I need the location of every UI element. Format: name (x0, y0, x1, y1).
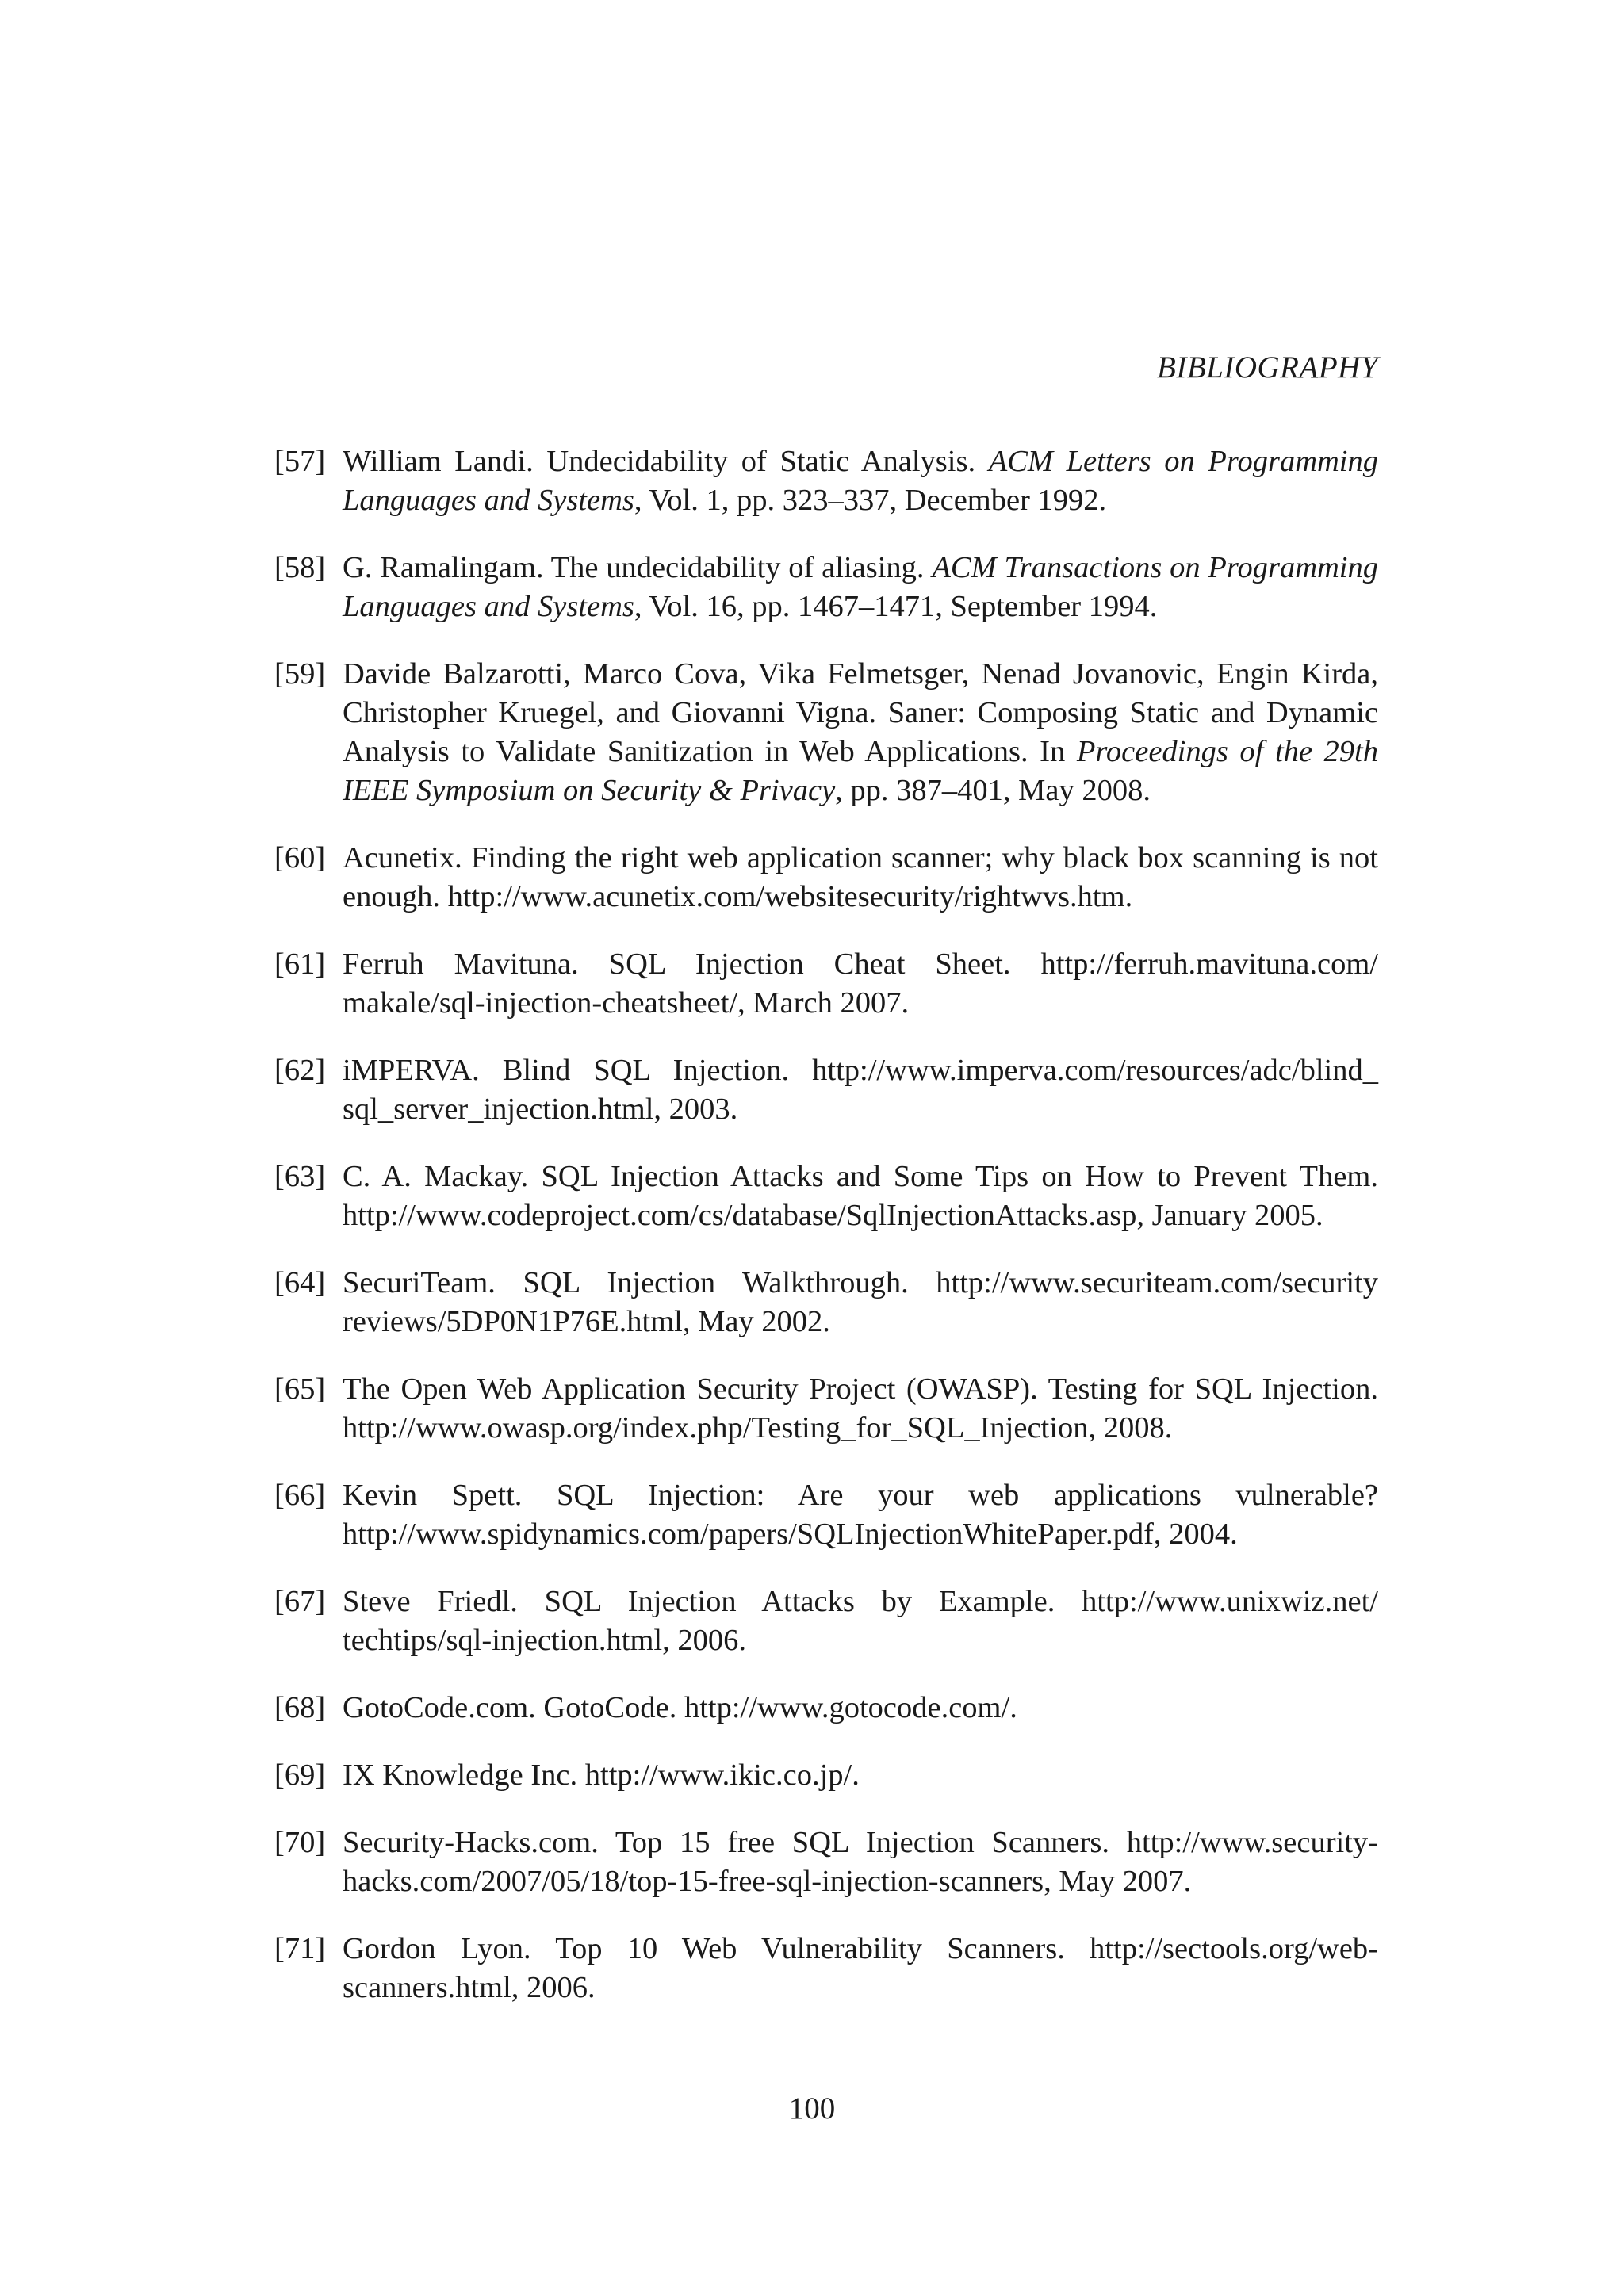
reference-label: [71] (274, 1932, 326, 1965)
reference-text: Gordon Lyon. Top 10 Web Vulnerability Scanners. http://sectools.org/web-scanners.html, 2006. (343, 1932, 1378, 2004)
reference-authors-title: Davide Balzarotti, Marco Cova, Vika Felmetsger, Nenad Jovanovic, Engin Kirda, Christopher Kruegel, and Giovanni Vigna. Saner: Composing Static and Dynamic Analysis to Validate Sanitization in Web Applications. In (343, 657, 1378, 768)
reference-entry (274, 1823, 1378, 1901)
reference-label: [61] (274, 947, 326, 981)
reference-entry (274, 1051, 1378, 1129)
reference-entry (274, 945, 1378, 1023)
reference-text: iMPERVA. Blind SQL Injection. http://www.imperva.com/resources/adc/blind_ sql_server_injection.html, 2003. (343, 1054, 1378, 1126)
reference-entry (274, 839, 1378, 916)
reference-entry (274, 1756, 1378, 1795)
reference-label: [69] (274, 1758, 326, 1792)
reference-venue: ACM Letters on Programming Languages and Systems (343, 445, 1378, 517)
reference-details: , Vol. 1, pp. 323–337, December 1992. (634, 484, 1107, 517)
page-number: 100 (788, 2091, 836, 2126)
reference-authors-title: G. Ramalingam. The undecidability of aliasing. (343, 551, 933, 584)
reference-label: [67] (274, 1585, 326, 1618)
reference-details: , pp. 387–401, May 2008. (835, 774, 1151, 807)
reference-entry (274, 442, 1378, 520)
reference-label: [64] (274, 1266, 326, 1299)
reference-text (343, 549, 1378, 626)
reference-entry (274, 1370, 1378, 1448)
reference-text: Security-Hacks.com. Top 15 free SQL Injection Scanners. http://www.security-hacks.com/2007/05/18/top-15-free-sql-injection-scanners, May 2007. (343, 1826, 1378, 1898)
reference-entry (274, 1264, 1378, 1341)
reference-label: [58] (274, 551, 326, 584)
reference-entry (274, 1476, 1378, 1554)
reference-text: SecuriTeam. SQL Injection Walkthrough. http://www.securiteam.com/security reviews/5DP0N1P76E.html, May 2002. (343, 1266, 1378, 1338)
reference-label: [65] (274, 1372, 326, 1406)
reference-text (343, 442, 1378, 520)
reference-label: [59] (274, 657, 326, 691)
reference-entry (274, 549, 1378, 626)
running-header: BIBLIOGRAPHY (1157, 350, 1378, 385)
reference-text: C. A. Mackay. SQL Injection Attacks and Some Tips on How to Prevent Them. http://www.codeproject.com/cs/database/SqlInjectionAttacks.asp, January 2005. (343, 1160, 1378, 1232)
reference-label: [66] (274, 1479, 326, 1512)
reference-text: Steve Friedl. SQL Injection Attacks by Example. http://www.unixwiz.net/ techtips/sql-injection.html, 2006. (343, 1585, 1378, 1657)
reference-entry (274, 1930, 1378, 2007)
reference-text: IX Knowledge Inc. http://www.ikic.co.jp/. (343, 1758, 860, 1792)
reference-text (343, 655, 1378, 810)
reference-text: The Open Web Application Security Project (OWASP). Testing for SQL Injection. http://www.owasp.org/index.php/Testing_for_SQL_Injection, 2008. (343, 1372, 1378, 1445)
reference-venue: ACM Transactions on Programming Languages and Systems (343, 551, 1378, 623)
reference-text: Kevin Spett. SQL Injection: Are your web applications vulnerable? http://www.spidynamics.com/papers/SQLInjectionWhitePaper.pdf, 2004. (343, 1479, 1378, 1551)
reference-label: [68] (274, 1691, 326, 1724)
reference-details: , Vol. 16, pp. 1467–1471, September 1994. (634, 590, 1158, 623)
reference-text: GotoCode.com. GotoCode. http://www.gotocode.com/. (343, 1691, 1017, 1724)
reference-label: [70] (274, 1826, 326, 1859)
reference-label: [63] (274, 1160, 326, 1193)
reference-label: [62] (274, 1054, 326, 1087)
reference-label: [57] (274, 445, 326, 478)
reference-authors-title: William Landi. Undecidability of Static Analysis. (343, 445, 989, 478)
reference-entry (274, 1158, 1378, 1235)
reference-entry (274, 1689, 1378, 1728)
reference-text: Ferruh Mavituna. SQL Injection Cheat Sheet. http://ferruh.mavituna.com/ makale/sql-injection-cheatsheet/, March 2007. (343, 947, 1378, 1020)
reference-entry (274, 655, 1378, 810)
bibliography-list (274, 442, 1378, 2036)
reference-venue: Proceedings of the 29th IEEE Symposium on Security & Privacy (343, 735, 1378, 807)
reference-entry (274, 1582, 1378, 1660)
reference-label: [60] (274, 841, 326, 874)
reference-text: Acunetix. Finding the right web application scanner; why black box scanning is not enough. http://www.acunetix.com/websitesecurity/rightwvs.htm. (343, 841, 1378, 913)
